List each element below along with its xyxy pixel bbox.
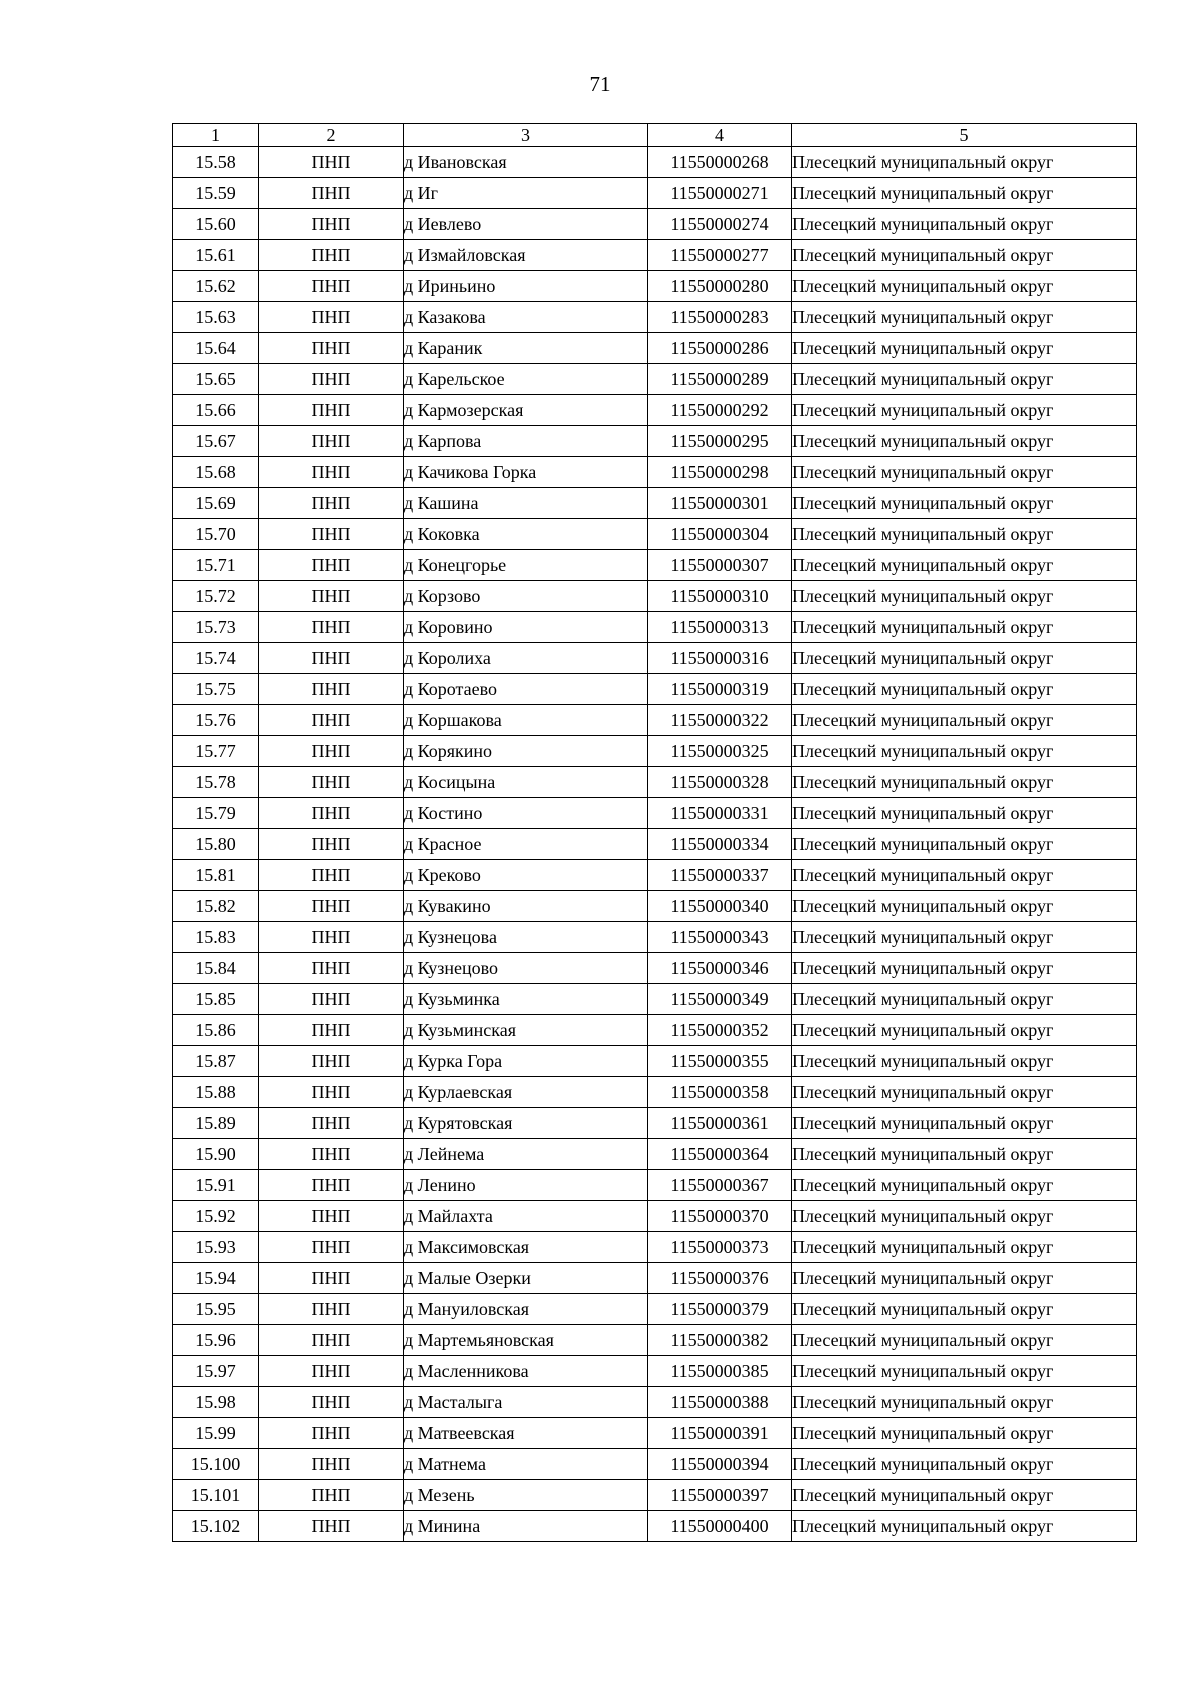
settlement-type-cell: ПНП: [259, 550, 404, 581]
settlement-name-cell: д Коротаево: [404, 674, 648, 705]
oktmo-code-cell: 11550000340: [648, 891, 792, 922]
row-number-cell: 15.81: [173, 860, 259, 891]
table-row: [173, 1201, 1137, 1232]
row-number-cell: 15.88: [173, 1077, 259, 1108]
settlement-name-cell: д Корякино: [404, 736, 648, 767]
municipal-district-cell: Плесецкий муниципальный округ: [792, 240, 1137, 271]
oktmo-code-cell: 11550000298: [648, 457, 792, 488]
municipal-district-cell: Плесецкий муниципальный округ: [792, 767, 1137, 798]
settlement-type-cell: ПНП: [259, 1232, 404, 1263]
settlement-name-cell: д Кувакино: [404, 891, 648, 922]
row-number-cell: 15.85: [173, 984, 259, 1015]
page-number: 71: [589, 72, 611, 96]
row-number-cell: 15.86: [173, 1015, 259, 1046]
table-row: [173, 581, 1137, 612]
settlement-name-cell: д Косицына: [404, 767, 648, 798]
settlement-type-cell: ПНП: [259, 1387, 404, 1418]
municipal-district-cell: Плесецкий муниципальный округ: [792, 643, 1137, 674]
municipal-district-cell: Плесецкий муниципальный округ: [792, 1139, 1137, 1170]
settlement-name-cell: д Малые Озерки: [404, 1263, 648, 1294]
table-row: [173, 147, 1137, 178]
municipal-district-cell: Плесецкий муниципальный округ: [792, 209, 1137, 240]
oktmo-code-cell: 11550000355: [648, 1046, 792, 1077]
settlement-type-cell: ПНП: [259, 1480, 404, 1511]
municipal-district-cell: Плесецкий муниципальный округ: [792, 1077, 1137, 1108]
municipal-district-cell: Плесецкий муниципальный округ: [792, 426, 1137, 457]
column-header-5: 5: [792, 124, 1137, 147]
settlement-name-cell: д Качикова Горка: [404, 457, 648, 488]
row-number-cell: 15.64: [173, 333, 259, 364]
oktmo-code-cell: 11550000283: [648, 302, 792, 333]
table-row: [173, 178, 1137, 209]
municipal-district-cell: Плесецкий муниципальный округ: [792, 395, 1137, 426]
municipal-district-cell: Плесецкий муниципальный округ: [792, 519, 1137, 550]
table-row: [173, 643, 1137, 674]
settlement-type-cell: ПНП: [259, 1449, 404, 1480]
table-row: [173, 1170, 1137, 1201]
table-row: [173, 1015, 1137, 1046]
row-number-cell: 15.94: [173, 1263, 259, 1294]
row-number-cell: 15.80: [173, 829, 259, 860]
row-number-cell: 15.69: [173, 488, 259, 519]
settlement-type-cell: ПНП: [259, 1170, 404, 1201]
municipal-district-cell: Плесецкий муниципальный округ: [792, 581, 1137, 612]
settlement-name-cell: д Кармозерская: [404, 395, 648, 426]
settlement-name-cell: д Курлаевская: [404, 1077, 648, 1108]
settlement-type-cell: ПНП: [259, 1325, 404, 1356]
municipal-district-cell: Плесецкий муниципальный округ: [792, 860, 1137, 891]
oktmo-code-cell: 11550000364: [648, 1139, 792, 1170]
row-number-cell: 15.89: [173, 1108, 259, 1139]
settlement-type-cell: ПНП: [259, 860, 404, 891]
row-number-cell: 15.82: [173, 891, 259, 922]
settlement-type-cell: ПНП: [259, 240, 404, 271]
table-row: [173, 519, 1137, 550]
oktmo-code-cell: 11550000397: [648, 1480, 792, 1511]
row-number-cell: 15.84: [173, 953, 259, 984]
settlement-name-cell: д Конецгорье: [404, 550, 648, 581]
row-number-cell: 15.91: [173, 1170, 259, 1201]
row-number-cell: 15.87: [173, 1046, 259, 1077]
column-header-3: 3: [404, 124, 648, 147]
oktmo-code-cell: 11550000394: [648, 1449, 792, 1480]
settlement-type-cell: ПНП: [259, 364, 404, 395]
table-header-row: [173, 124, 1137, 147]
settlement-name-cell: д Коршакова: [404, 705, 648, 736]
settlement-name-cell: д Максимовская: [404, 1232, 648, 1263]
municipal-district-cell: Плесецкий муниципальный округ: [792, 1015, 1137, 1046]
settlement-type-cell: ПНП: [259, 1263, 404, 1294]
row-number-cell: 15.97: [173, 1356, 259, 1387]
settlement-name-cell: д Минина: [404, 1511, 648, 1542]
municipal-district-cell: Плесецкий муниципальный округ: [792, 612, 1137, 643]
oktmo-code-cell: 11550000301: [648, 488, 792, 519]
settlement-name-cell: д Карпова: [404, 426, 648, 457]
municipal-district-cell: Плесецкий муниципальный округ: [792, 1263, 1137, 1294]
oktmo-code-cell: 11550000322: [648, 705, 792, 736]
oktmo-code-cell: 11550000289: [648, 364, 792, 395]
row-number-cell: 15.93: [173, 1232, 259, 1263]
row-number-cell: 15.79: [173, 798, 259, 829]
row-number-cell: 15.60: [173, 209, 259, 240]
table-row: [173, 333, 1137, 364]
table-row: [173, 426, 1137, 457]
municipal-district-cell: Плесецкий муниципальный округ: [792, 457, 1137, 488]
table-row: [173, 674, 1137, 705]
municipal-district-cell: Плесецкий муниципальный округ: [792, 271, 1137, 302]
municipal-district-cell: Плесецкий муниципальный округ: [792, 1511, 1137, 1542]
row-number-cell: 15.100: [173, 1449, 259, 1480]
oktmo-code-cell: 11550000268: [648, 147, 792, 178]
municipal-district-cell: Плесецкий муниципальный округ: [792, 550, 1137, 581]
oktmo-code-cell: 11550000313: [648, 612, 792, 643]
table-row: [173, 1139, 1137, 1170]
oktmo-code-cell: 11550000343: [648, 922, 792, 953]
oktmo-code-cell: 11550000349: [648, 984, 792, 1015]
settlement-name-cell: д Коровино: [404, 612, 648, 643]
settlement-name-cell: д Кузнецово: [404, 953, 648, 984]
settlement-type-cell: ПНП: [259, 1108, 404, 1139]
table-row: [173, 1294, 1137, 1325]
oktmo-code-cell: 11550000286: [648, 333, 792, 364]
settlement-name-cell: д Ленино: [404, 1170, 648, 1201]
settlement-type-cell: ПНП: [259, 1077, 404, 1108]
settlement-type-cell: ПНП: [259, 581, 404, 612]
settlement-name-cell: д Масленникова: [404, 1356, 648, 1387]
row-number-cell: 15.73: [173, 612, 259, 643]
settlement-name-cell: д Коковка: [404, 519, 648, 550]
settlement-name-cell: д Красное: [404, 829, 648, 860]
table-row: [173, 736, 1137, 767]
settlement-type-cell: ПНП: [259, 612, 404, 643]
row-number-cell: 15.63: [173, 302, 259, 333]
settlement-type-cell: ПНП: [259, 643, 404, 674]
settlement-name-cell: д Ивановская: [404, 147, 648, 178]
row-number-cell: 15.75: [173, 674, 259, 705]
table-row: [173, 1387, 1137, 1418]
municipal-district-cell: Плесецкий муниципальный округ: [792, 705, 1137, 736]
settlement-type-cell: ПНП: [259, 922, 404, 953]
settlements-table: [172, 123, 1137, 1542]
municipal-district-cell: Плесецкий муниципальный округ: [792, 1418, 1137, 1449]
settlement-type-cell: ПНП: [259, 1139, 404, 1170]
table-row: [173, 1356, 1137, 1387]
municipal-district-cell: Плесецкий муниципальный округ: [792, 891, 1137, 922]
settlement-name-cell: д Лейнема: [404, 1139, 648, 1170]
row-number-cell: 15.70: [173, 519, 259, 550]
oktmo-code-cell: 11550000325: [648, 736, 792, 767]
oktmo-code-cell: 11550000334: [648, 829, 792, 860]
row-number-cell: 15.102: [173, 1511, 259, 1542]
row-number-cell: 15.62: [173, 271, 259, 302]
settlement-name-cell: д Мезень: [404, 1480, 648, 1511]
municipal-district-cell: Плесецкий муниципальный округ: [792, 922, 1137, 953]
settlement-name-cell: д Матвеевская: [404, 1418, 648, 1449]
municipal-district-cell: Плесецкий муниципальный округ: [792, 1170, 1137, 1201]
oktmo-code-cell: 11550000328: [648, 767, 792, 798]
table-row: [173, 1263, 1137, 1294]
oktmo-code-cell: 11550000385: [648, 1356, 792, 1387]
table-row: [173, 1325, 1137, 1356]
municipal-district-cell: Плесецкий муниципальный округ: [792, 1356, 1137, 1387]
settlement-type-cell: ПНП: [259, 333, 404, 364]
row-number-cell: 15.77: [173, 736, 259, 767]
settlement-type-cell: ПНП: [259, 147, 404, 178]
oktmo-code-cell: 11550000376: [648, 1263, 792, 1294]
settlement-type-cell: ПНП: [259, 271, 404, 302]
oktmo-code-cell: 11550000292: [648, 395, 792, 426]
settlement-type-cell: ПНП: [259, 1511, 404, 1542]
table-row: [173, 798, 1137, 829]
oktmo-code-cell: 11550000373: [648, 1232, 792, 1263]
settlement-type-cell: ПНП: [259, 1015, 404, 1046]
table-row: [173, 1108, 1137, 1139]
settlement-name-cell: д Казакова: [404, 302, 648, 333]
row-number-cell: 15.76: [173, 705, 259, 736]
row-number-cell: 15.68: [173, 457, 259, 488]
settlement-name-cell: д Кузнецова: [404, 922, 648, 953]
settlement-name-cell: д Матнема: [404, 1449, 648, 1480]
table-row: [173, 767, 1137, 798]
row-number-cell: 15.99: [173, 1418, 259, 1449]
municipal-district-cell: Плесецкий муниципальный округ: [792, 178, 1137, 209]
oktmo-code-cell: 11550000280: [648, 271, 792, 302]
row-number-cell: 15.83: [173, 922, 259, 953]
row-number-cell: 15.58: [173, 147, 259, 178]
table-row: [173, 364, 1137, 395]
oktmo-code-cell: 11550000346: [648, 953, 792, 984]
settlement-type-cell: ПНП: [259, 891, 404, 922]
settlement-type-cell: ПНП: [259, 798, 404, 829]
table-row: [173, 550, 1137, 581]
table-row: [173, 705, 1137, 736]
table-row: [173, 1449, 1137, 1480]
table-row: [173, 271, 1137, 302]
oktmo-code-cell: 11550000379: [648, 1294, 792, 1325]
settlement-name-cell: д Иг: [404, 178, 648, 209]
oktmo-code-cell: 11550000271: [648, 178, 792, 209]
oktmo-code-cell: 11550000382: [648, 1325, 792, 1356]
municipal-district-cell: Плесецкий муниципальный округ: [792, 333, 1137, 364]
row-number-cell: 15.67: [173, 426, 259, 457]
row-number-cell: 15.101: [173, 1480, 259, 1511]
oktmo-code-cell: 11550000400: [648, 1511, 792, 1542]
table-row: [173, 829, 1137, 860]
settlement-type-cell: ПНП: [259, 395, 404, 426]
column-header-1: 1: [173, 124, 259, 147]
municipal-district-cell: Плесецкий муниципальный округ: [792, 1046, 1137, 1077]
settlement-name-cell: д Корзово: [404, 581, 648, 612]
table-row: [173, 891, 1137, 922]
row-number-cell: 15.65: [173, 364, 259, 395]
municipal-district-cell: Плесецкий муниципальный округ: [792, 1480, 1137, 1511]
column-header-2: 2: [259, 124, 404, 147]
settlement-name-cell: д Ириньино: [404, 271, 648, 302]
settlement-name-cell: д Караник: [404, 333, 648, 364]
row-number-cell: 15.59: [173, 178, 259, 209]
settlement-type-cell: ПНП: [259, 488, 404, 519]
municipal-district-cell: Плесецкий муниципальный округ: [792, 1325, 1137, 1356]
municipal-district-cell: Плесецкий муниципальный округ: [792, 798, 1137, 829]
oktmo-code-cell: 11550000319: [648, 674, 792, 705]
oktmo-code-cell: 11550000370: [648, 1201, 792, 1232]
table-row: [173, 922, 1137, 953]
oktmo-code-cell: 11550000358: [648, 1077, 792, 1108]
settlement-type-cell: ПНП: [259, 457, 404, 488]
settlement-name-cell: д Измайловская: [404, 240, 648, 271]
municipal-district-cell: Плесецкий муниципальный округ: [792, 984, 1137, 1015]
settlement-type-cell: ПНП: [259, 705, 404, 736]
table-row: [173, 1046, 1137, 1077]
row-number-cell: 15.61: [173, 240, 259, 271]
municipal-district-cell: Плесецкий муниципальный округ: [792, 488, 1137, 519]
settlement-type-cell: ПНП: [259, 1294, 404, 1325]
table-row: [173, 1232, 1137, 1263]
oktmo-code-cell: 11550000337: [648, 860, 792, 891]
settlement-name-cell: д Курятовская: [404, 1108, 648, 1139]
row-number-cell: 15.98: [173, 1387, 259, 1418]
oktmo-code-cell: 11550000310: [648, 581, 792, 612]
settlement-type-cell: ПНП: [259, 1356, 404, 1387]
municipal-district-cell: Плесецкий муниципальный округ: [792, 736, 1137, 767]
table-row: [173, 1480, 1137, 1511]
settlement-name-cell: д Креково: [404, 860, 648, 891]
municipal-district-cell: Плесецкий муниципальный округ: [792, 1387, 1137, 1418]
settlement-type-cell: ПНП: [259, 1201, 404, 1232]
settlement-name-cell: д Кузьминская: [404, 1015, 648, 1046]
settlement-type-cell: ПНП: [259, 736, 404, 767]
settlement-name-cell: д Костино: [404, 798, 648, 829]
municipal-district-cell: Плесецкий муниципальный округ: [792, 953, 1137, 984]
oktmo-code-cell: 11550000331: [648, 798, 792, 829]
settlement-type-cell: ПНП: [259, 953, 404, 984]
settlement-type-cell: ПНП: [259, 1418, 404, 1449]
municipal-district-cell: Плесецкий муниципальный округ: [792, 364, 1137, 395]
row-number-cell: 15.92: [173, 1201, 259, 1232]
municipal-district-cell: Плесецкий муниципальный округ: [792, 1449, 1137, 1480]
settlement-type-cell: ПНП: [259, 178, 404, 209]
settlement-name-cell: д Мартемьяновская: [404, 1325, 648, 1356]
table-row: [173, 488, 1137, 519]
row-number-cell: 15.66: [173, 395, 259, 426]
settlement-type-cell: ПНП: [259, 426, 404, 457]
table-row: [173, 240, 1137, 271]
settlement-type-cell: ПНП: [259, 829, 404, 860]
settlement-type-cell: ПНП: [259, 767, 404, 798]
row-number-cell: 15.78: [173, 767, 259, 798]
table-row: [173, 953, 1137, 984]
settlement-name-cell: д Масталыга: [404, 1387, 648, 1418]
oktmo-code-cell: 11550000388: [648, 1387, 792, 1418]
row-number-cell: 15.71: [173, 550, 259, 581]
oktmo-code-cell: 11550000295: [648, 426, 792, 457]
oktmo-code-cell: 11550000304: [648, 519, 792, 550]
municipal-district-cell: Плесецкий муниципальный округ: [792, 1108, 1137, 1139]
table-row: [173, 612, 1137, 643]
table-row: [173, 395, 1137, 426]
municipal-district-cell: Плесецкий муниципальный округ: [792, 674, 1137, 705]
oktmo-code-cell: 11550000277: [648, 240, 792, 271]
settlement-type-cell: ПНП: [259, 209, 404, 240]
settlement-type-cell: ПНП: [259, 984, 404, 1015]
oktmo-code-cell: 11550000361: [648, 1108, 792, 1139]
oktmo-code-cell: 11550000352: [648, 1015, 792, 1046]
settlement-name-cell: д Курка Гора: [404, 1046, 648, 1077]
municipal-district-cell: Плесецкий муниципальный округ: [792, 1294, 1137, 1325]
column-header-4: 4: [648, 124, 792, 147]
municipal-district-cell: Плесецкий муниципальный округ: [792, 1201, 1137, 1232]
settlement-name-cell: д Майлахта: [404, 1201, 648, 1232]
municipal-district-cell: Плесецкий муниципальный округ: [792, 302, 1137, 333]
table-row: [173, 1511, 1137, 1542]
settlement-type-cell: ПНП: [259, 519, 404, 550]
row-number-cell: 15.74: [173, 643, 259, 674]
table-row: [173, 1077, 1137, 1108]
row-number-cell: 15.95: [173, 1294, 259, 1325]
settlement-name-cell: д Иевлево: [404, 209, 648, 240]
oktmo-code-cell: 11550000391: [648, 1418, 792, 1449]
table-row: [173, 457, 1137, 488]
municipal-district-cell: Плесецкий муниципальный округ: [792, 1232, 1137, 1263]
settlement-name-cell: д Карельское: [404, 364, 648, 395]
settlement-type-cell: ПНП: [259, 674, 404, 705]
settlement-type-cell: ПНП: [259, 1046, 404, 1077]
municipal-district-cell: Плесецкий муниципальный округ: [792, 829, 1137, 860]
settlement-name-cell: д Королиха: [404, 643, 648, 674]
oktmo-code-cell: 11550000316: [648, 643, 792, 674]
oktmo-code-cell: 11550000307: [648, 550, 792, 581]
table-row: [173, 209, 1137, 240]
table-body: [173, 147, 1137, 1542]
table-row: [173, 1418, 1137, 1449]
row-number-cell: 15.96: [173, 1325, 259, 1356]
oktmo-code-cell: 11550000367: [648, 1170, 792, 1201]
row-number-cell: 15.90: [173, 1139, 259, 1170]
settlement-name-cell: д Кузьминка: [404, 984, 648, 1015]
settlement-type-cell: ПНП: [259, 302, 404, 333]
table-row: [173, 984, 1137, 1015]
table-row: [173, 302, 1137, 333]
settlement-name-cell: д Кашина: [404, 488, 648, 519]
row-number-cell: 15.72: [173, 581, 259, 612]
oktmo-code-cell: 11550000274: [648, 209, 792, 240]
settlement-name-cell: д Мануиловская: [404, 1294, 648, 1325]
table-row: [173, 860, 1137, 891]
municipal-district-cell: Плесецкий муниципальный округ: [792, 147, 1137, 178]
